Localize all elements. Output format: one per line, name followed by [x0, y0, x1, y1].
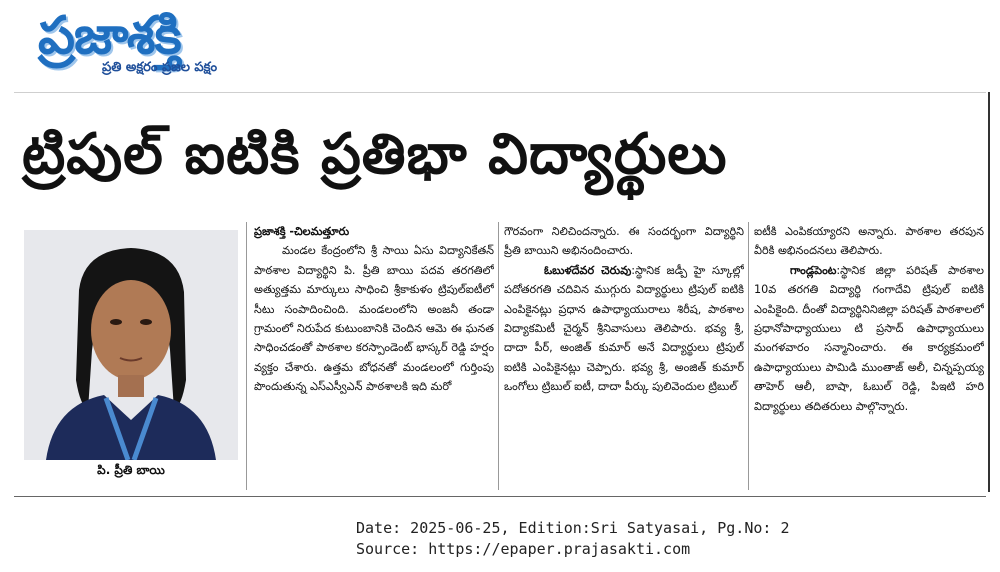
paragraph: గౌరవంగా నిలిచిందన్నారు. ఈ సందర్భంగా విద్యార్థిని ప్రీతి బాయిని అభినందించారు. [504, 225, 744, 258]
footer-source-line: Source: https://epaper.prajasakti.com [356, 540, 691, 558]
newspaper-logo: ప్రజాశక్తి [38, 6, 181, 66]
dateline: ప్రజాశక్తి -చిలమత్తూరు [254, 225, 350, 238]
article-headline: ట్రిపుల్ ఐటికి ప్రతిభా విద్యార్థులు [22, 122, 728, 187]
article-column-1 [254, 222, 494, 490]
source-footer [356, 518, 789, 560]
paragraph: :స్థానిక జిల్లా పరిషత్ పాఠశాల 10వ తరగతి విద్యార్థి గంగాదేవి ట్రిపుల్ ఐటికి ఎంపికైంది. దీంతో విద్యార్థినినిజిల్లా పరిషత్ పాఠశాలలో ప్రధానోపాధ్యాయులు టి ప్రసాద్ ఉపాధ్యాయులు మంగళవారం సన్మానించారు. ఈ కార్యక్రమంలో ఉపాధ్యాయులు పామిడి ముంతాజ్ అలీ, చిన్నప్పయ్య తాహెర్ ఆలీ, బాషా, ఓబుల్ రెడ్డి, పిఇటి హరి విద్యార్థులు తదితరులు పాల్గొన్నారు. [754, 263, 984, 413]
column-divider [498, 222, 499, 490]
paragraph: :స్థానిక జడ్పీ హై స్కూల్లో పదోతరగతి చదివిన ముగ్గురు విద్యార్థులు ట్రిపుల్ ఐటికి ఎంపికైనట్లు ప్రధాన ఉపాధ్యాయురాలు శిరీష, పాఠశాల విద్యాకమిటీ చైర్మన్ శ్రీనివాసులు తెలిపారు. భవ్య శ్రీ, దాదా పీర్, అంజిత్ కుమార్ అనే విద్యార్థులు ట్రిపుల్ ఐటికి ఎంపికైనట్లు చెప్పారు. భవ్య శ్రీ, అంజిత్ కుమార్ ఒంగోలు ట్రిబుల్ ఐటీ, దాదా పీర్కు పులివెందుల ట్రిబుల్ [504, 263, 744, 394]
column-divider [246, 222, 247, 490]
paragraph: ఐటీకి ఎంపికయ్యారని అన్నారు. పాఠశాల తరపున వీరికి అభినందనలు తెలిపారు. [754, 225, 984, 258]
dateline: ఓబుళదేవర చెరువు [544, 263, 632, 277]
dateline: గాండ్లపెంట [790, 263, 837, 277]
paragraph: మండల కేంద్రంలోని శ్రీ సాయి ఏసు విద్యానికేతన్ పాఠశాల విద్యార్థిని పి. ప్రీతి బాయి పదవ తరగతిలో అత్యుత్తమ మార్కులు సాధించి శ్రీకాకుళం ట్రిపుల్ఐటీలో సీటు సంపాదించింది. మండలంలోని అంజనీ తండా గ్రామంలో నిరుపేద కుటుంబానికి చెందిన ఆమె ఈ ఘనత సాధించడంతో పాఠశాల కరస్పాండెంట్ భాస్కర్ రెడ్డి హర్షం వ్యక్తం చేశారు. ఉత్తమ బోధనతో మండలంలో గుర్తింపు పొందుతున్న ఎస్ఎస్వీఎన్ పాఠశాలకి ఇది మరో [254, 244, 494, 394]
masthead [38, 8, 298, 86]
student-photo [24, 230, 238, 460]
article-column-2 [504, 222, 744, 490]
column-divider [748, 222, 749, 490]
photo-caption: పి. ప్రీతి బాయి [97, 463, 165, 477]
right-border [988, 92, 990, 492]
bottom-divider [14, 496, 986, 497]
footer-date-line: Date: 2025-06-25, Edition:Sri Satyasai, Pg.No: 2 [356, 519, 790, 537]
newspaper-tagline: ప్రతి అక్షరం ప్రజల పక్షం [102, 60, 218, 75]
top-divider [14, 92, 986, 93]
article-column-3 [754, 222, 984, 490]
